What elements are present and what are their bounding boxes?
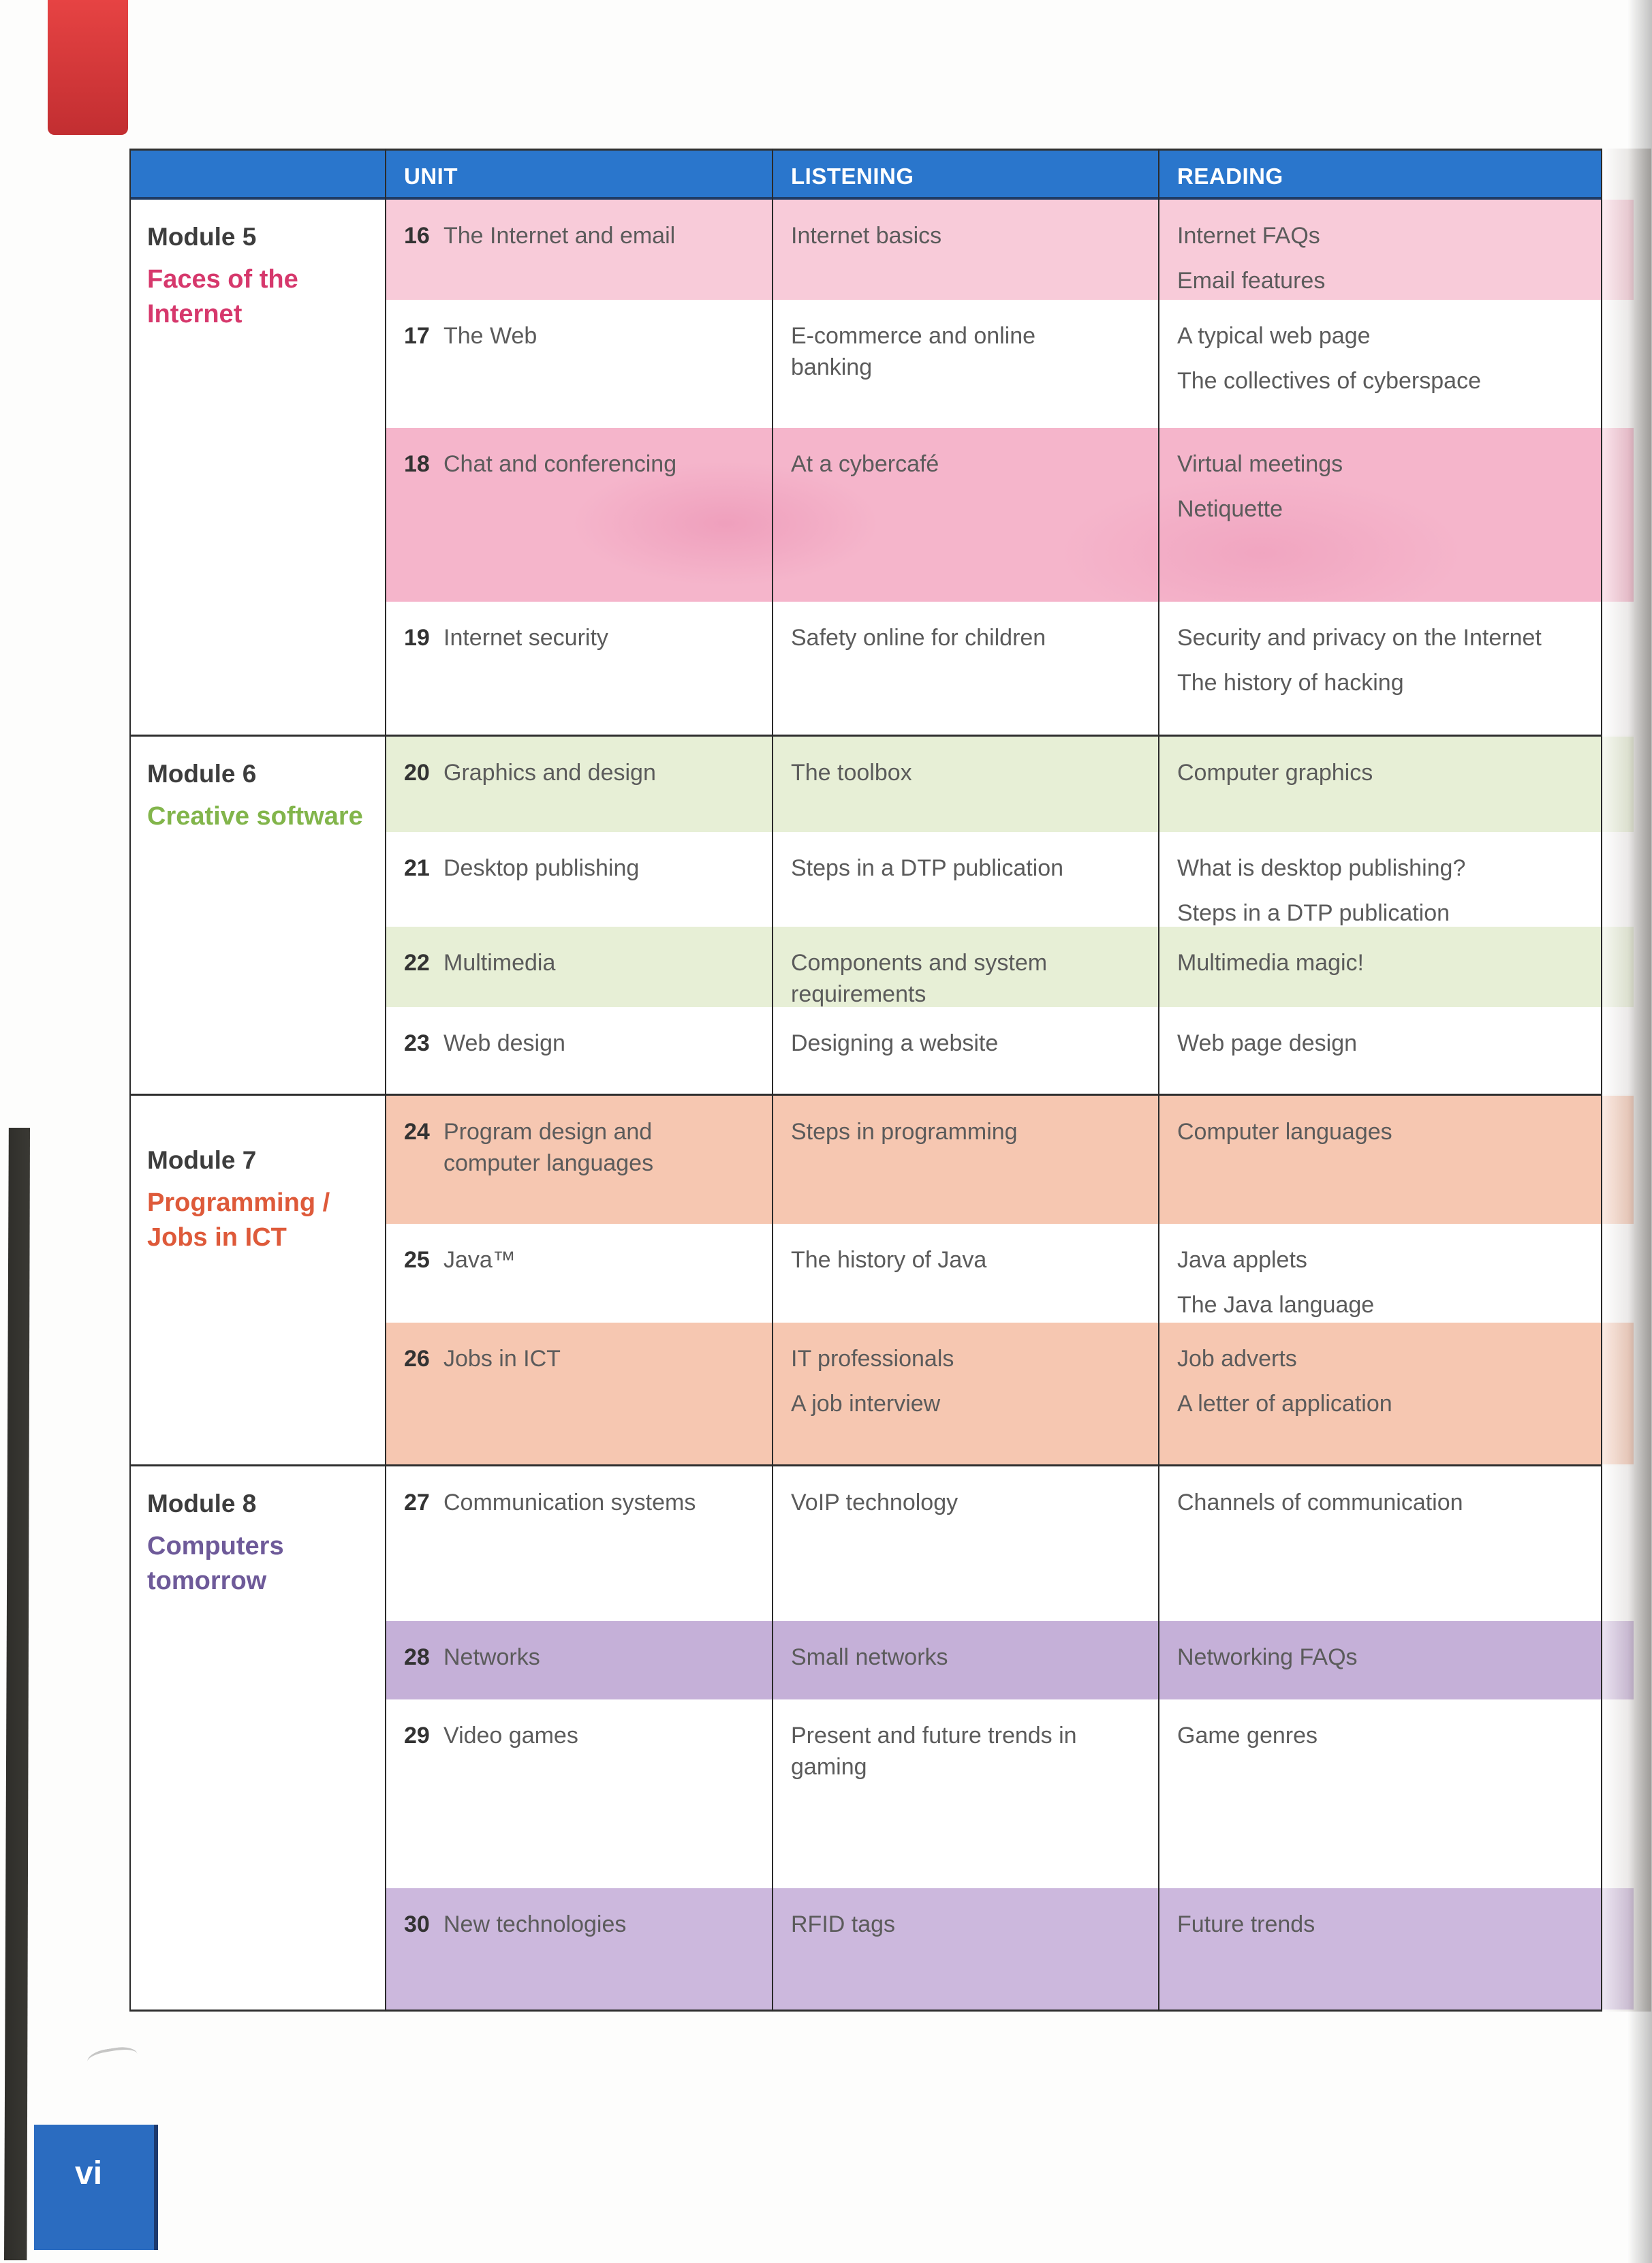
reading-cell bbox=[1158, 1224, 1602, 1323]
contents-table bbox=[129, 149, 1602, 2012]
unit-cell bbox=[385, 737, 772, 832]
reading-cell bbox=[1158, 300, 1602, 428]
unit-row bbox=[385, 1323, 1602, 1464]
listening-entry: At a cybercafé bbox=[791, 451, 939, 477]
unit-title: Communication systems bbox=[443, 1490, 696, 1515]
unit-number: 19 bbox=[404, 625, 430, 651]
red-bookmark-tab bbox=[48, 0, 128, 135]
unit-number: 24 bbox=[404, 1119, 430, 1145]
reading-cell bbox=[1158, 737, 1602, 832]
reading-cell bbox=[1158, 200, 1602, 300]
unit-title: Jobs in ICT bbox=[443, 1346, 561, 1372]
unit-cell bbox=[385, 1621, 772, 1699]
unit-title: New technologies bbox=[443, 1911, 627, 1937]
unit-row bbox=[385, 1096, 1602, 1224]
listening-cell bbox=[772, 200, 1158, 300]
reading-entry: Email features bbox=[1177, 268, 1326, 294]
unit-title: Chat and conferencing bbox=[443, 451, 677, 477]
listening-entry: Designing a website bbox=[791, 1030, 999, 1056]
reading-entry: Game genres bbox=[1177, 1723, 1318, 1749]
module-rows bbox=[385, 1466, 1602, 2010]
header-cell-unit: UNIT bbox=[404, 164, 458, 189]
listening-entry: Small networks bbox=[791, 1644, 948, 1670]
listening-entry: IT professionals bbox=[791, 1346, 954, 1372]
reading-entry: A letter of application bbox=[1177, 1391, 1392, 1417]
unit-cell bbox=[385, 602, 772, 735]
unit-cell bbox=[385, 1323, 772, 1464]
unit-title: Multimedia bbox=[443, 950, 556, 976]
listening-cell bbox=[772, 737, 1158, 832]
module-subtitle: Creative software bbox=[147, 802, 363, 831]
unit-cell bbox=[385, 1096, 772, 1224]
module-name: Module 8 bbox=[147, 1490, 257, 1518]
reading-cell bbox=[1158, 428, 1602, 602]
column-divider bbox=[385, 149, 386, 2012]
unit-cell bbox=[385, 1224, 772, 1323]
unit-number: 18 bbox=[404, 451, 430, 477]
unit-number: 29 bbox=[404, 1723, 430, 1749]
unit-row bbox=[385, 300, 1602, 428]
module-rows bbox=[385, 737, 1602, 1094]
module-section bbox=[129, 200, 1602, 735]
module-subtitle: Faces of the Internet bbox=[147, 265, 298, 328]
listening-entry: Safety online for children bbox=[791, 625, 1046, 651]
reading-cell bbox=[1158, 927, 1602, 1007]
reading-entry: Steps in a DTP publication bbox=[1177, 900, 1450, 926]
unit-row bbox=[385, 1007, 1602, 1094]
listening-cell bbox=[772, 1699, 1158, 1888]
table-body bbox=[129, 200, 1602, 2010]
unit-row bbox=[385, 602, 1602, 735]
reading-entry: Virtual meetings bbox=[1177, 451, 1343, 477]
listening-cell bbox=[772, 1888, 1158, 2010]
unit-title: Networks bbox=[443, 1644, 540, 1670]
unit-cell bbox=[385, 832, 772, 927]
module-section bbox=[129, 735, 1602, 1094]
unit-title: Program design and computer languages bbox=[443, 1119, 654, 1176]
unit-number: 30 bbox=[404, 1911, 430, 1937]
unit-cell bbox=[385, 300, 772, 428]
unit-number: 28 bbox=[404, 1644, 430, 1670]
listening-cell bbox=[772, 1007, 1158, 1094]
book-spine-shadow bbox=[4, 1128, 30, 2260]
reading-entry: Future trends bbox=[1177, 1911, 1315, 1937]
reading-entry: A typical web page bbox=[1177, 323, 1371, 349]
reading-entry: Channels of communication bbox=[1177, 1490, 1463, 1515]
unit-row bbox=[385, 737, 1602, 832]
unit-row bbox=[385, 832, 1602, 927]
reading-cell bbox=[1158, 1621, 1602, 1699]
unit-row bbox=[385, 1621, 1602, 1699]
unit-cell bbox=[385, 200, 772, 300]
reading-cell bbox=[1158, 1699, 1602, 1888]
reading-entry: The Java language bbox=[1177, 1292, 1375, 1318]
unit-number: 16 bbox=[404, 223, 430, 249]
reading-entry: Netiquette bbox=[1177, 496, 1283, 522]
page-number-badge bbox=[34, 2125, 158, 2250]
unit-cell bbox=[385, 428, 772, 602]
reading-entry: Networking FAQs bbox=[1177, 1644, 1358, 1670]
listening-entry: Steps in a DTP publication bbox=[791, 855, 1064, 881]
listening-entry: A job interview bbox=[791, 1391, 941, 1417]
module-section bbox=[129, 1094, 1602, 1464]
unit-title: Graphics and design bbox=[443, 760, 656, 786]
listening-cell bbox=[772, 1096, 1158, 1224]
listening-cell bbox=[772, 832, 1158, 927]
reading-cell bbox=[1158, 1466, 1602, 1621]
module-rows bbox=[385, 1096, 1602, 1464]
unit-title: Video games bbox=[443, 1723, 578, 1749]
unit-cell bbox=[385, 1699, 772, 1888]
reading-cell bbox=[1158, 1888, 1602, 2010]
listening-cell bbox=[772, 1323, 1158, 1464]
unit-row bbox=[385, 927, 1602, 1007]
module-subtitle: Computers tomorrow bbox=[147, 1532, 284, 1595]
listening-cell bbox=[772, 428, 1158, 602]
unit-cell bbox=[385, 1888, 772, 2010]
reading-entry: Computer graphics bbox=[1177, 760, 1373, 786]
module-label-cell bbox=[129, 737, 385, 1094]
reading-entry: Job adverts bbox=[1177, 1346, 1297, 1372]
unit-number: 25 bbox=[404, 1247, 430, 1273]
unit-cell bbox=[385, 1466, 772, 1621]
listening-entry: The toolbox bbox=[791, 760, 912, 786]
module-label-cell bbox=[129, 1466, 385, 2010]
unit-row bbox=[385, 1888, 1602, 2010]
listening-cell bbox=[772, 602, 1158, 735]
unit-number: 23 bbox=[404, 1030, 430, 1056]
unit-title: Desktop publishing bbox=[443, 855, 640, 881]
listening-entry: Components and system requirements bbox=[791, 950, 1048, 1007]
table-header-row bbox=[129, 149, 1602, 200]
listening-entry: The history of Java bbox=[791, 1247, 987, 1273]
module-label-cell bbox=[129, 200, 385, 735]
header-cell-blank bbox=[129, 151, 385, 197]
unit-title: The Internet and email bbox=[443, 223, 676, 249]
unit-number: 26 bbox=[404, 1346, 430, 1372]
reading-cell bbox=[1158, 1007, 1602, 1094]
reading-entry: Java applets bbox=[1177, 1247, 1307, 1273]
reading-entry: The collectives of cyberspace bbox=[1177, 368, 1481, 394]
listening-entry: VoIP technology bbox=[791, 1490, 959, 1515]
listening-entry: Internet basics bbox=[791, 223, 942, 249]
listening-cell bbox=[772, 1224, 1158, 1323]
unit-number: 17 bbox=[404, 323, 430, 349]
unit-number: 27 bbox=[404, 1490, 430, 1515]
reading-entry: Computer languages bbox=[1177, 1119, 1392, 1145]
module-name: Module 6 bbox=[147, 760, 257, 788]
unit-cell bbox=[385, 927, 772, 1007]
unit-row bbox=[385, 1466, 1602, 1621]
unit-number: 22 bbox=[404, 950, 430, 976]
module-subtitle: Programming / Jobs in ICT bbox=[147, 1188, 330, 1252]
unit-row bbox=[385, 200, 1602, 300]
module-label-cell bbox=[129, 1096, 385, 1464]
table-border-right bbox=[1601, 149, 1602, 2012]
column-divider bbox=[772, 149, 773, 2012]
reading-entry: Internet FAQs bbox=[1177, 223, 1320, 249]
unit-row bbox=[385, 1224, 1602, 1323]
unit-title: Web design bbox=[443, 1030, 565, 1056]
reading-entry: Multimedia magic! bbox=[1177, 950, 1364, 976]
unit-title: The Web bbox=[443, 323, 537, 349]
reading-entry: Web page design bbox=[1177, 1030, 1358, 1056]
module-name: Module 7 bbox=[147, 1146, 257, 1174]
unit-row bbox=[385, 428, 1602, 602]
listening-entry: RFID tags bbox=[791, 1911, 896, 1937]
unit-cell bbox=[385, 1007, 772, 1094]
reading-cell bbox=[1158, 602, 1602, 735]
listening-entry: Steps in programming bbox=[791, 1119, 1018, 1145]
unit-title: Internet security bbox=[443, 625, 608, 651]
listening-entry: E-commerce and online banking bbox=[791, 323, 1036, 380]
module-section bbox=[129, 1464, 1602, 2010]
listening-cell bbox=[772, 1621, 1158, 1699]
header-cell-reading: READING bbox=[1177, 164, 1283, 189]
listening-cell bbox=[772, 927, 1158, 1007]
pencil-mark bbox=[86, 2044, 138, 2071]
listening-entry: Present and future trends in gaming bbox=[791, 1723, 1077, 1780]
unit-number: 21 bbox=[404, 855, 430, 881]
reading-entry: What is desktop publishing? bbox=[1177, 855, 1466, 881]
header-cell-listening: LISTENING bbox=[791, 164, 914, 189]
module-name: Module 5 bbox=[147, 223, 257, 251]
unit-row bbox=[385, 1699, 1602, 1888]
listening-cell bbox=[772, 300, 1158, 428]
unit-title: Java™ bbox=[443, 1247, 516, 1273]
table-border-left bbox=[129, 149, 131, 2012]
reading-cell bbox=[1158, 832, 1602, 927]
unit-number: 20 bbox=[404, 760, 430, 786]
page-number: vi bbox=[75, 2155, 103, 2191]
reading-cell bbox=[1158, 1323, 1602, 1464]
page-edge-shadow bbox=[1627, 0, 1652, 2263]
column-divider bbox=[1158, 149, 1159, 2012]
reading-entry: Security and privacy on the Internet bbox=[1177, 625, 1542, 651]
module-rows bbox=[385, 200, 1602, 735]
reading-entry: The history of hacking bbox=[1177, 670, 1404, 696]
listening-cell bbox=[772, 1466, 1158, 1621]
reading-cell bbox=[1158, 1096, 1602, 1224]
